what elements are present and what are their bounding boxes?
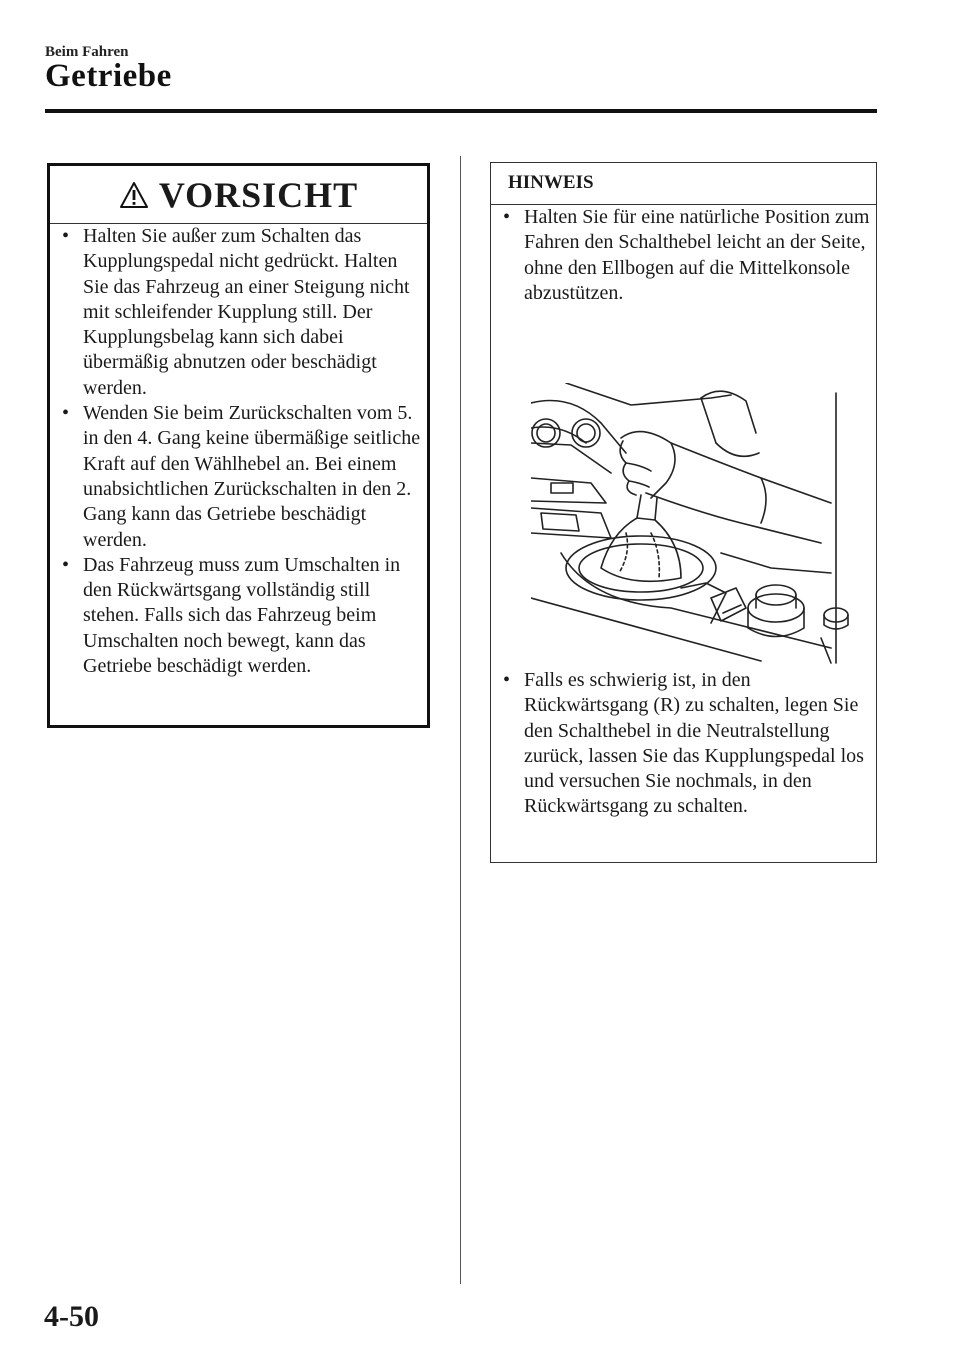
section-label: Beim Fahren: [45, 44, 129, 60]
warning-triangle-icon: [119, 181, 149, 209]
list-item: [491, 668, 876, 820]
note-box: [490, 162, 877, 863]
caution-item-text: Wenden Sie beim Zurückschalten vom 5. in den 4. Gang keine übermäßige seitliche Kraft auf den Wählhebel an. Bei einem unabsichtlichen Zurückschalten in den 2. Gang kann das Getriebe beschädigt werden.: [83, 402, 421, 551]
note-list: [491, 205, 876, 306]
caution-list: [50, 224, 427, 679]
page-title: Getriebe: [45, 58, 172, 94]
caution-header: [50, 166, 427, 224]
note-item-text: Halten Sie für eine natürliche Position zum Fahren den Schalthebel leicht an der Seite, ohne den Ellbogen auf die Mittelkonsole abzustützen.: [524, 206, 870, 304]
column-divider: [460, 156, 461, 1284]
list-item: [491, 205, 876, 306]
bullet: •: [503, 669, 511, 691]
list-item: [50, 401, 427, 553]
note-list: [491, 668, 876, 820]
note-header: HINWEIS: [491, 163, 876, 205]
caution-box: [47, 163, 430, 728]
bullet: •: [62, 225, 70, 247]
bullet: •: [62, 553, 70, 576]
caution-item-text: Halten Sie außer zum Schalten das Kupplungspedal nicht gedrückt. Halten Sie das Fahrzeug an einer Steigung nicht mit schleifender Kupplung still. Der Kupplungsbelag kann sich dabei übermäßig abnutzen oder beschädigt werden.: [83, 225, 410, 399]
note-item-text: Falls es schwierig ist, in den Rückwärtsgang (R) zu schalten, legen Sie den Schalthebel in die Neutralstellung zurück, lassen Sie das Kupplungspedal los und versuchen Sie nochmals, in den Rückwärtsgang zu schalten.: [524, 669, 864, 818]
list-item: [50, 553, 427, 679]
list-item: [50, 224, 427, 401]
caution-item-text: Das Fahrzeug muss zum Umschalten in den Rückwärtsgang vollständig still stehen. Falls sich das Fahrzeug beim Umschalten noch bewegt, kann das Getriebe beschädigt werden.: [83, 553, 401, 678]
title-rule: [45, 109, 877, 113]
page-number: 4-50: [44, 1300, 99, 1333]
bullet: •: [503, 206, 511, 228]
gear-shift-illustration: [531, 383, 861, 673]
caution-title: VORSICHT: [158, 174, 359, 215]
bullet: •: [62, 402, 70, 425]
